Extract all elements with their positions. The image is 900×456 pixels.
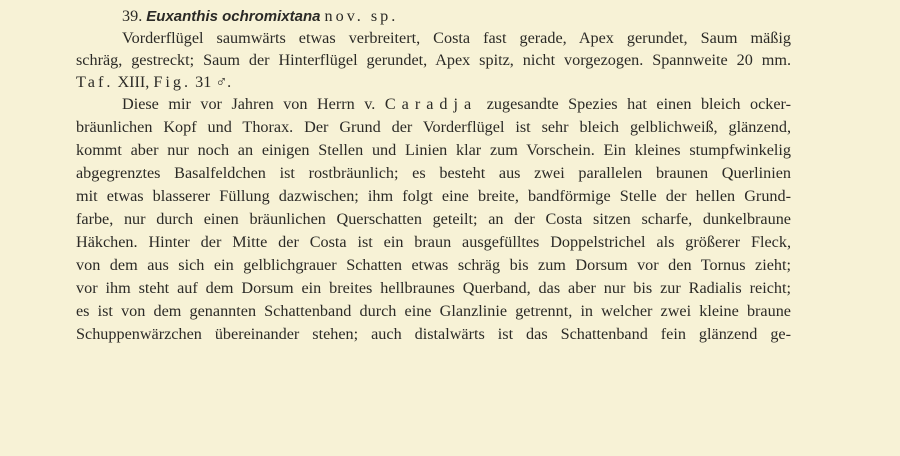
paragraph-line-5: mit etwas blasserer Füllung dazwischen; ihm folgt eine breite, bandförmige Stelle der hellen Grund- xyxy=(76,187,791,205)
plate-fig-number: 31 xyxy=(195,73,212,91)
paragraph-line-1 xyxy=(122,93,791,115)
paragraph-line-8: von dem aus sich ein gelblichgrauer Schatten etwas schräg bis zum Dorsum vor den Tornus zieht; xyxy=(76,256,791,274)
entry-number: 39. xyxy=(122,7,143,25)
male-symbol: ♂. xyxy=(215,73,232,91)
paragraph-line-1-after: zugesandte Spezies hat einen bleich ocker- xyxy=(486,95,792,113)
plate-taf-number: XIII, xyxy=(117,73,150,91)
species-status: nov. sp. xyxy=(324,7,399,25)
paragraph-line-7: Häkchen. Hinter der Mitte der Costa ist ein braun ausgefülltes Doppelstrichel als größerer Fleck, xyxy=(76,233,791,251)
description-line-2: schräg, gestreckt; Saum der Hinterflügel gerundet, Apex spitz, nicht vorgezogen. Spannweite 20 mm. xyxy=(76,51,791,69)
description-line-1: Vorderflügel saumwärts etwas verbreitert, Costa fast gerade, Apex gerundet, Saum mäßig xyxy=(122,29,791,47)
paragraph-line-4: abgegrenztes Basalfeldchen ist rostbräunlich; es besteht aus zwei parallelen braunen Querlinien xyxy=(76,164,791,182)
plate-fig-label: Fig. xyxy=(153,73,192,91)
paragraph-line-9: vor ihm steht auf dem Dorsum ein breites hellbraunes Querband, das aber nur bis zur Radialis reicht; xyxy=(76,279,791,297)
paragraph-line-6: farbe, nur durch einen bräunlichen Querschatten geteilt; an der Costa sitzen scharfe, dunkelbraune xyxy=(76,210,791,228)
species-heading xyxy=(122,5,791,28)
paragraph-line-11: Schuppenwärzchen übereinander stehen; auch distalwärts ist das Schattenband fein glänzend ge- xyxy=(76,325,791,343)
paragraph-line-2: bräunlichen Kopf und Thorax. Der Grund der Vorderflügel ist sehr bleich gelblichweiß, glänzend, xyxy=(76,118,791,136)
paragraph-line-1-before: Diese mir vor Jahren von Herrn v. xyxy=(122,95,376,113)
paragraph-line-3: kommt aber nur noch an einigen Stellen und Linien klar zum Vorschein. Ein kleines stumpfwinkelig xyxy=(76,141,791,159)
paragraph-line-10: es ist von dem genannten Schattenband durch eine Glanzlinie getrennt, in welcher zwei kleine braune xyxy=(76,302,791,320)
species-name: Euxanthis ochromixtana xyxy=(146,8,321,25)
plate-reference xyxy=(76,71,791,93)
plate-taf-label: Taf. xyxy=(76,73,114,91)
collector-name: Caradja xyxy=(384,95,478,113)
